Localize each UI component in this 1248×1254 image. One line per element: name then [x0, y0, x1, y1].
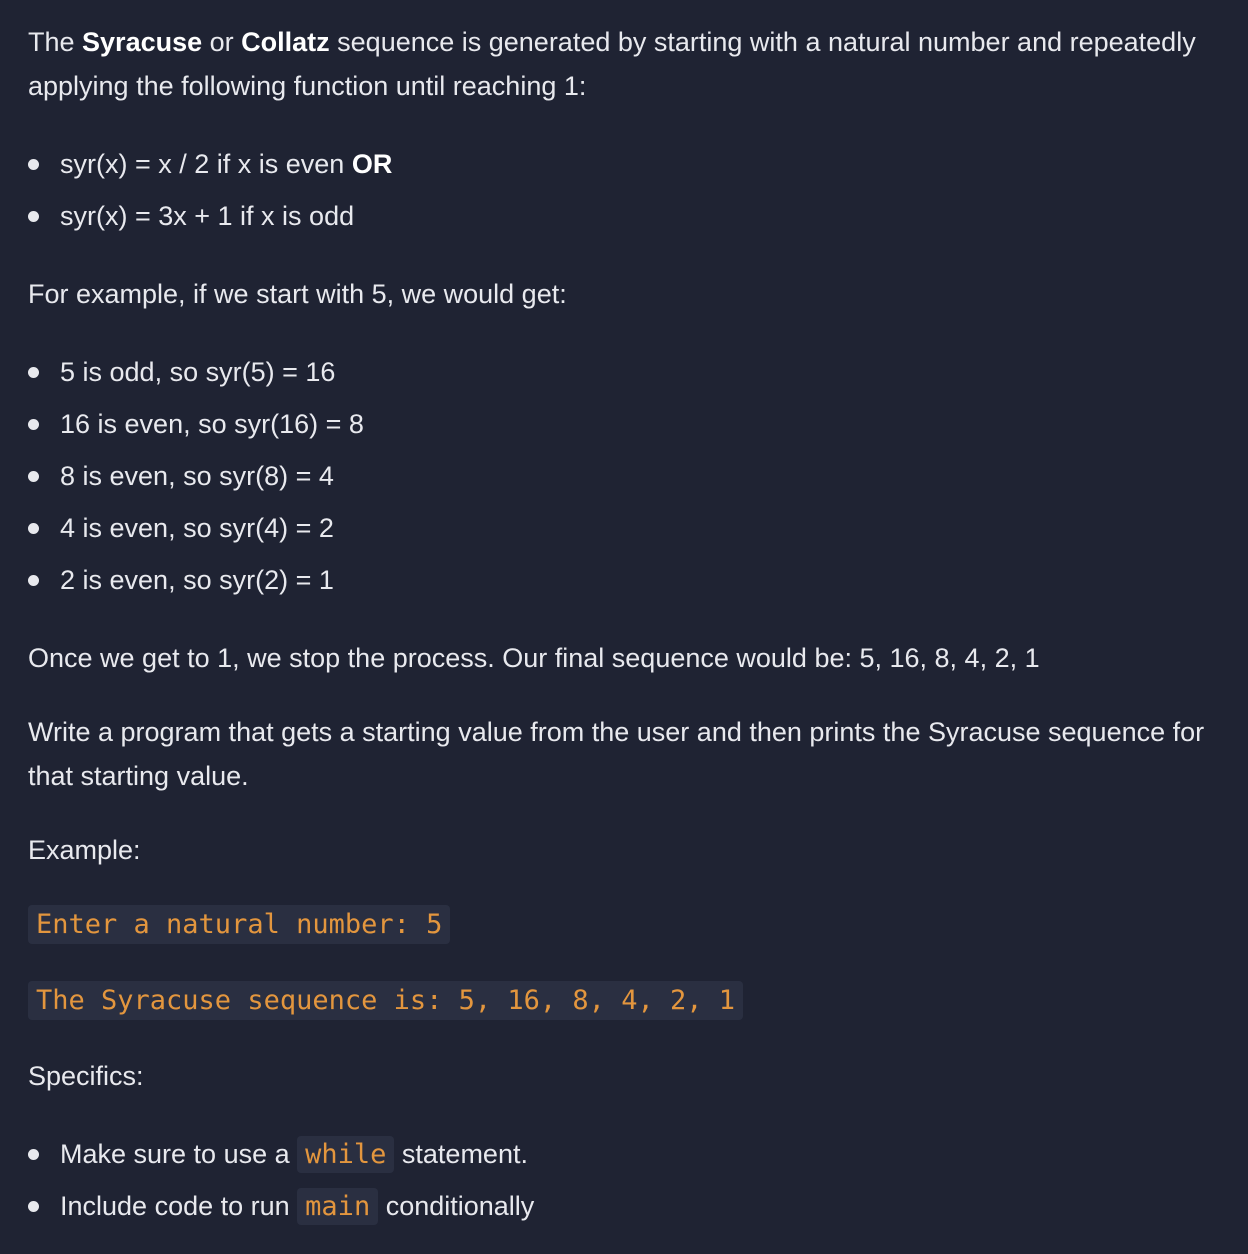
specific-while-post: statement.	[394, 1139, 528, 1169]
or-keyword: OR	[351, 149, 393, 179]
intro-text-1: The	[28, 27, 83, 57]
list-item: 4 is even, so syr(4) = 2	[28, 502, 1220, 554]
specific-main-pre: Include code to run	[60, 1191, 298, 1221]
example-code-input: Enter a natural number: 5	[28, 905, 450, 944]
intro-text-3: sequence is generated by starting with a natural number and repeatedly applying the following function until reaching 1:	[28, 27, 1196, 101]
intro-text-2: or	[202, 27, 242, 57]
list-item: 16 is even, so syr(16) = 8	[28, 398, 1220, 450]
rule-even-text: syr(x) = x / 2 if x is even	[60, 149, 352, 179]
example-code-output-line	[28, 978, 1220, 1022]
specific-main-post: conditionally	[378, 1191, 535, 1221]
list-item: 8 is even, so syr(8) = 4	[28, 450, 1220, 502]
example-code-output: The Syracuse sequence is: 5, 16, 8, 4, 2, 1	[28, 981, 743, 1020]
rule-odd-text: syr(x) = 3x + 1 if x is odd	[60, 201, 355, 231]
specific-main	[28, 1180, 1220, 1232]
specific-while	[28, 1128, 1220, 1180]
example-label: Example:	[28, 835, 141, 865]
specific-while-pre: Make sure to use a	[60, 1139, 298, 1169]
list-item: 5 is odd, so syr(5) = 16	[28, 346, 1220, 398]
task-paragraph: Write a program that gets a starting value from the user and then prints the Syracuse sequence for that starting value.	[28, 717, 1205, 791]
final-sequence-paragraph: Once we get to 1, we stop the process. Our final sequence would be: 5, 16, 8, 4, 2, 1	[28, 643, 1040, 673]
intro-paragraph	[28, 20, 1220, 108]
rules-list	[28, 138, 1220, 242]
specifics-list	[28, 1128, 1220, 1232]
steps-list	[28, 346, 1220, 606]
example-code-input-line	[28, 902, 1220, 946]
while-code: while	[297, 1136, 394, 1173]
main-code: main	[297, 1188, 378, 1225]
rule-odd	[28, 190, 1220, 242]
specifics-label: Specifics:	[28, 1061, 144, 1091]
rule-even	[28, 138, 1220, 190]
list-item: 2 is even, so syr(2) = 1	[28, 554, 1220, 606]
collatz-term: Collatz	[241, 27, 330, 57]
example-intro: For example, if we start with 5, we would get:	[28, 279, 567, 309]
syracuse-term: Syracuse	[82, 27, 203, 57]
